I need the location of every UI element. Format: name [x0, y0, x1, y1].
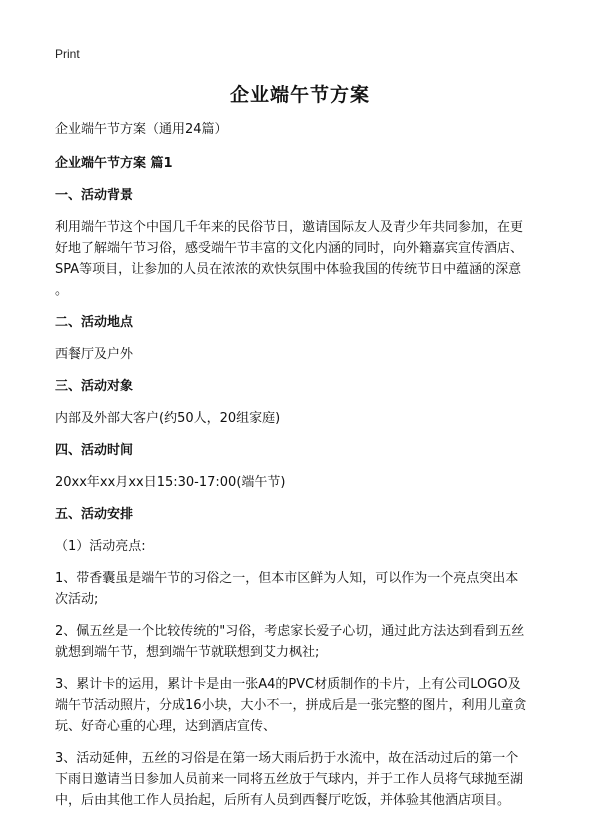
background-line: SPA等项目，让参加的人员在浓浓的欢快氛围中体验我国的传统节日中蕴涵的深意	[55, 262, 522, 277]
audience-text: 内部及外部大客户(约50人，20组家庭)	[55, 411, 281, 426]
time-text: 20xx年xx月xx日15:30-17:00(端午节)	[55, 475, 286, 490]
page-title: 企业端午节方案	[229, 84, 370, 106]
arrangement-item-line: 端午节活动照片，分成16小块，大小不一，拼成后是一张完整的图片，利用儿童贪	[55, 698, 527, 713]
arrangement-item-line: 中，后由其他工作人员抬起，后所有人员到西餐厅吃饭，并体验其他酒店项目。	[55, 793, 511, 808]
document-body	[55, 119, 552, 811]
print-link[interactable]: Print	[55, 47, 80, 61]
document-subtitle: 企业端午节方案（通用24篇）	[55, 122, 228, 137]
section-heading-location: 二、活动地点	[55, 315, 134, 330]
arrangement-item-line: 1、带香囊虽是端午节的习俗之一，但本市区鲜为人知，可以作为一个亮点突出本	[55, 571, 519, 586]
arrangement-item-line: 3、活动延伸，五丝的习俗是在第一场大雨后扔于水流中，故在活动过后的第一个	[55, 751, 519, 766]
background-line: 利用端午节这个中国几千年来的民俗节日，邀请国际友人及青少年共同参加，在更	[55, 220, 524, 235]
arrangement-item-line: 玩、好奇心重的心理，达到酒店宣传、	[55, 719, 277, 734]
article-heading: 企业端午节方案 篇1	[55, 156, 173, 171]
arrangement-item-line: 就想到端午节，想到端午节就联想到艾力枫社;	[55, 645, 320, 660]
section-heading-time: 四、活动时间	[55, 443, 134, 458]
section-heading-arrangement: 五、活动安排	[55, 507, 134, 522]
section-heading-audience: 三、活动对象	[55, 379, 134, 394]
background-line: 。	[55, 283, 69, 298]
arrangement-item-line: 次活动;	[55, 592, 99, 607]
location-text: 西餐厅及户外	[55, 347, 134, 362]
background-line: 好地了解端午节习俗，感受端午节丰富的文化内涵的同时，向外籍嘉宾宣传酒店、	[55, 241, 524, 256]
arrangement-subheading: （1）活动亮点:	[55, 539, 146, 554]
arrangement-item-line: 3、累计卡的运用，累计卡是由一张A4的PVC材质制作的卡片，上有公司LOGO及	[55, 677, 521, 692]
arrangement-item-line: 2、佩五丝是一个比较传统的"习俗，考虑家长爱子心切，通过此方法达到看到五丝	[55, 624, 525, 639]
arrangement-item-line: 下雨日邀请当日参加人员前来一同将五丝放于气球内，并于工作人员将气球抛至湖	[55, 772, 524, 787]
section-heading-background: 一、活动背景	[55, 188, 134, 203]
